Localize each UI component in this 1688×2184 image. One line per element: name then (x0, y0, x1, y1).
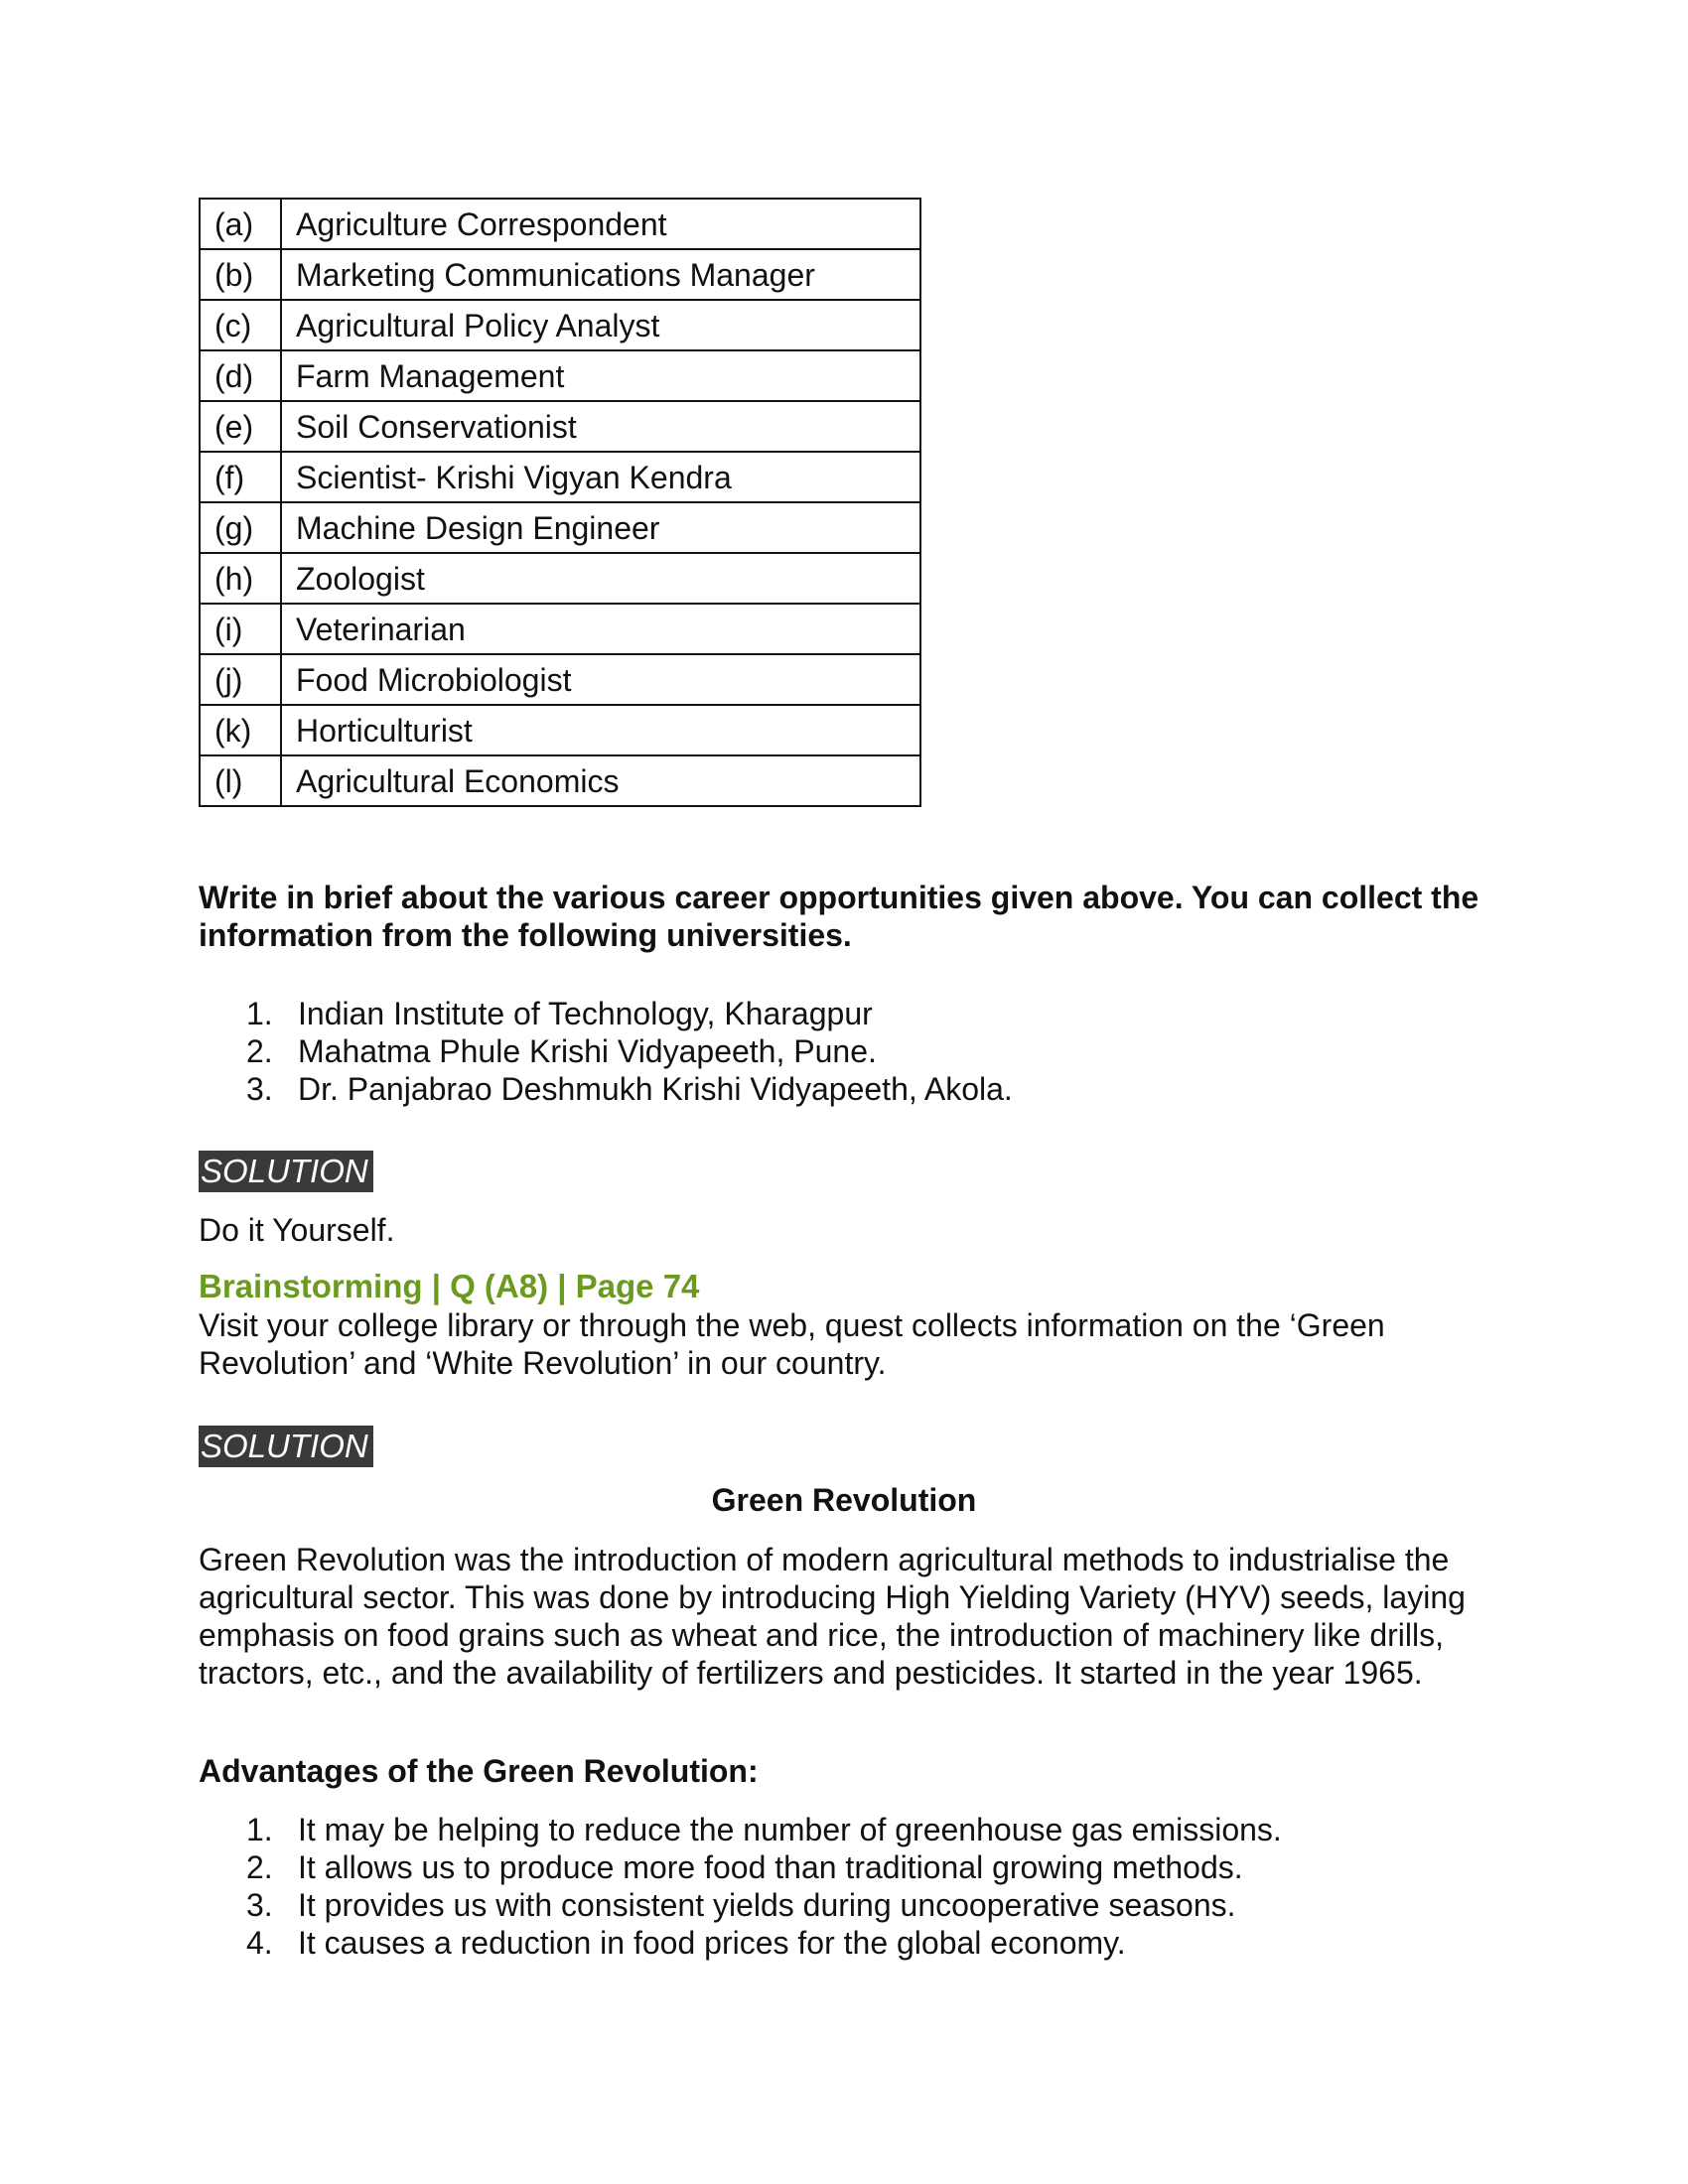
list-text: Mahatma Phule Krishi Vidyapeeth, Pune. (298, 1033, 877, 1069)
row-title: Farm Management (281, 350, 920, 401)
table-row (200, 755, 920, 806)
table-row (200, 350, 920, 401)
brainstorm-heading: Brainstorming | Q (A8) | Page 74 (199, 1268, 700, 1304)
question-prompt: Write in brief about the various career opportunities given above. You can collect the information from the following universities. (199, 880, 1479, 953)
list-item (199, 1848, 1282, 1886)
list-item (199, 995, 1013, 1032)
table-row (200, 401, 920, 452)
list-item (199, 1811, 1282, 1848)
row-letter: (b) (200, 249, 281, 300)
list-number: 3. (246, 1071, 273, 1107)
table-row (200, 705, 920, 755)
row-title: Machine Design Engineer (281, 502, 920, 553)
row-title: Marketing Communications Manager (281, 249, 920, 300)
row-title: Zoologist (281, 553, 920, 604)
solution-label: SOLUTION (199, 1151, 373, 1192)
list-item (199, 1070, 1013, 1108)
row-letter: (d) (200, 350, 281, 401)
list-text: It provides us with consistent yields during uncooperative seasons. (298, 1887, 1236, 1923)
section-paragraph: Green Revolution was the introduction of modern agricultural methods to industrialise the agricultural sector. This was done by introducing High Yielding Variety (HYV) seeds, laying emphasis on food grains such as wheat and rice, the introduction of machinery like drills, tractors, etc., and the availability of fertilizers and pesticides. It started in the year 1965. (199, 1542, 1466, 1691)
list-item (199, 1924, 1282, 1962)
advantages-list (199, 1811, 1282, 1962)
list-number: 2. (246, 1033, 273, 1069)
row-letter: (h) (200, 553, 281, 604)
list-number: 2. (246, 1849, 273, 1885)
row-letter: (g) (200, 502, 281, 553)
solution-label: SOLUTION (199, 1426, 373, 1467)
row-title: Agricultural Policy Analyst (281, 300, 920, 350)
row-title: Veterinarian (281, 604, 920, 654)
table-row (200, 249, 920, 300)
list-number: 4. (246, 1925, 273, 1961)
list-number: 1. (246, 1812, 273, 1847)
row-title: Food Microbiologist (281, 654, 920, 705)
advantages-heading: Advantages of the Green Revolution: (199, 1753, 759, 1789)
solution-text: Do it Yourself. (199, 1212, 395, 1248)
row-letter: (c) (200, 300, 281, 350)
table-row (200, 452, 920, 502)
list-text: Dr. Panjabrao Deshmukh Krishi Vidyapeeth, Akola. (298, 1071, 1013, 1107)
table-row (200, 199, 920, 249)
list-text: It causes a reduction in food prices for the global economy. (298, 1925, 1126, 1961)
list-text: It may be helping to reduce the number of greenhouse gas emissions. (298, 1812, 1282, 1847)
row-letter: (k) (200, 705, 281, 755)
row-letter: (l) (200, 755, 281, 806)
row-title: Scientist- Krishi Vigyan Kendra (281, 452, 920, 502)
list-number: 1. (246, 996, 273, 1031)
table-row (200, 502, 920, 553)
table-row (200, 604, 920, 654)
list-text: It allows us to produce more food than traditional growing methods. (298, 1849, 1243, 1885)
list-item (199, 1032, 1013, 1070)
row-letter: (f) (200, 452, 281, 502)
list-item (199, 1886, 1282, 1924)
row-title: Agriculture Correspondent (281, 199, 920, 249)
row-letter: (a) (200, 199, 281, 249)
row-letter: (j) (200, 654, 281, 705)
section-title: Green Revolution (711, 1482, 977, 1518)
row-letter: (e) (200, 401, 281, 452)
row-title: Horticulturist (281, 705, 920, 755)
list-number: 3. (246, 1887, 273, 1923)
row-letter: (i) (200, 604, 281, 654)
table-row (200, 553, 920, 604)
university-list (199, 995, 1013, 1108)
question-text: Visit your college library or through the web, quest collects information on the ‘Green Revolution’ and ‘White Revolution’ in our country. (199, 1307, 1385, 1381)
row-title: Soil Conservationist (281, 401, 920, 452)
list-text: Indian Institute of Technology, Kharagpur (298, 996, 873, 1031)
table-row (200, 300, 920, 350)
table-row (200, 654, 920, 705)
row-title: Agricultural Economics (281, 755, 920, 806)
career-table (199, 198, 921, 807)
